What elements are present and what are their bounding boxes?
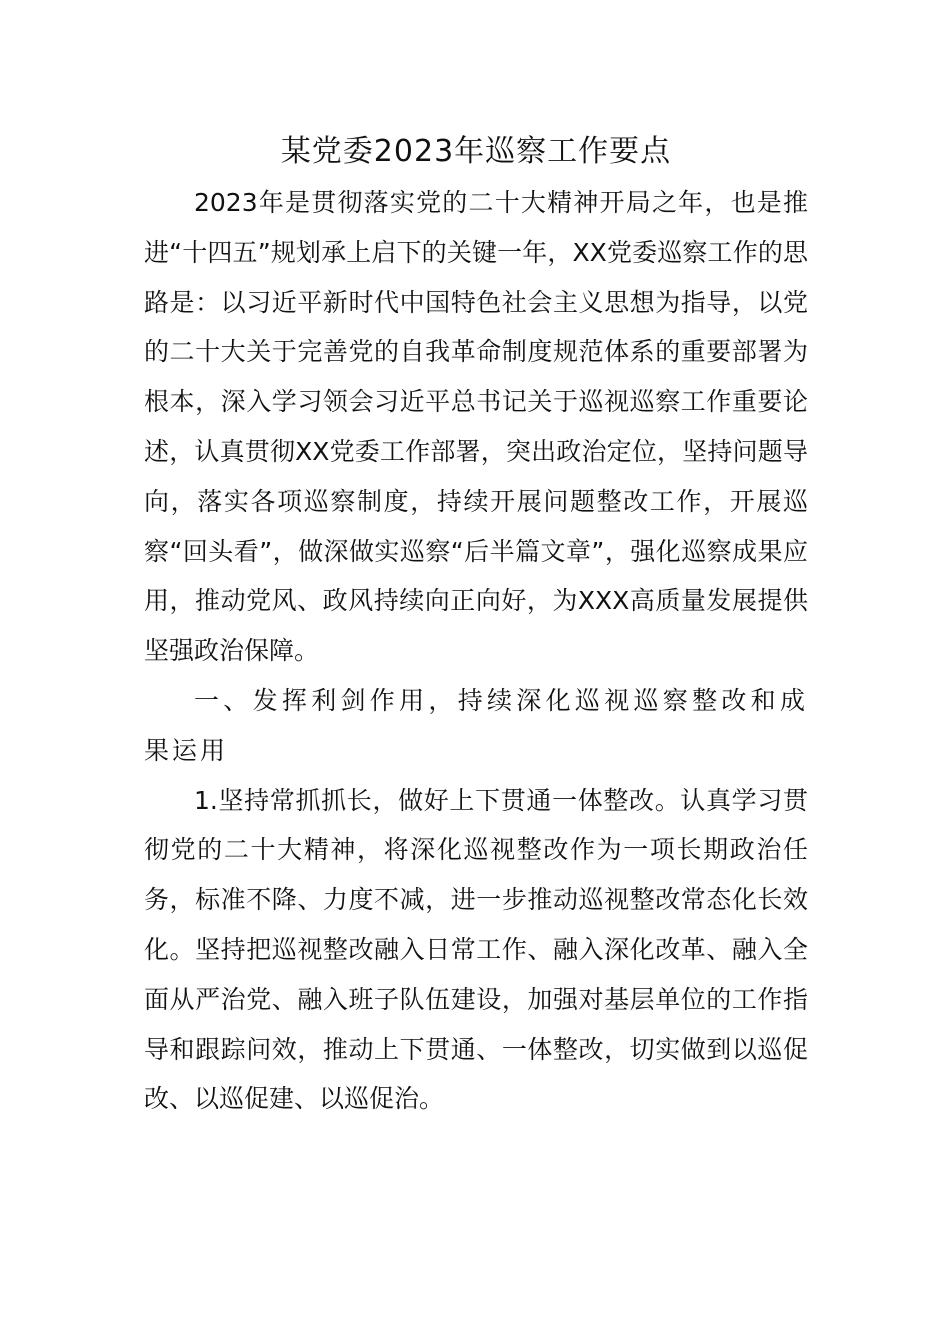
- item-paragraph-1: 1.坚持常抓抓长，做好上下贯通一体整改。认真学习贯彻党的二十大精神，将深化巡视整改作为一项长期政治任务，标准不降、力度不减，进一步推动巡视整改常态化长效化。坚持把巡视整改融入日常工作、融入深化改革、融入全面从严治党、融入班子队伍建设，加强对基层单位的工作指导和跟踪问效，推动上下贯通、一体整改，切实做到以巡促改、以巡促建、以巡促治。: [144, 785, 808, 1114]
- intro-paragraph: 2023年是贯彻落实党的二十大精神开局之年，也是推进“十四五”规划承上启下的关键一年，XX党委巡察工作的思路是：以习近平新时代中国特色社会主义思想为指导，以党的二十大关于完善党的自我革命制度规范体系的重要部署为根本，深入学习领会习近平总书记关于巡视巡察工作重要论述，认真贯彻XX党委工作部署，突出政治定位，坚持问题导向，落实各项巡察制度，持续开展问题整改工作，开展巡察“回头看”，做深做实巡察“后半篇文章”，强化巡察成果应用，推动党风、政风持续向正向好，为XXX高质量发展提供坚强政治保障。: [144, 188, 808, 666]
- section-heading-1: 一、发挥利剑作用，持续深化巡视巡察整改和成果运用: [144, 685, 808, 765]
- document-title: 某党委2023年巡察工作要点: [280, 134, 672, 169]
- document-body: [144, 126, 808, 1124]
